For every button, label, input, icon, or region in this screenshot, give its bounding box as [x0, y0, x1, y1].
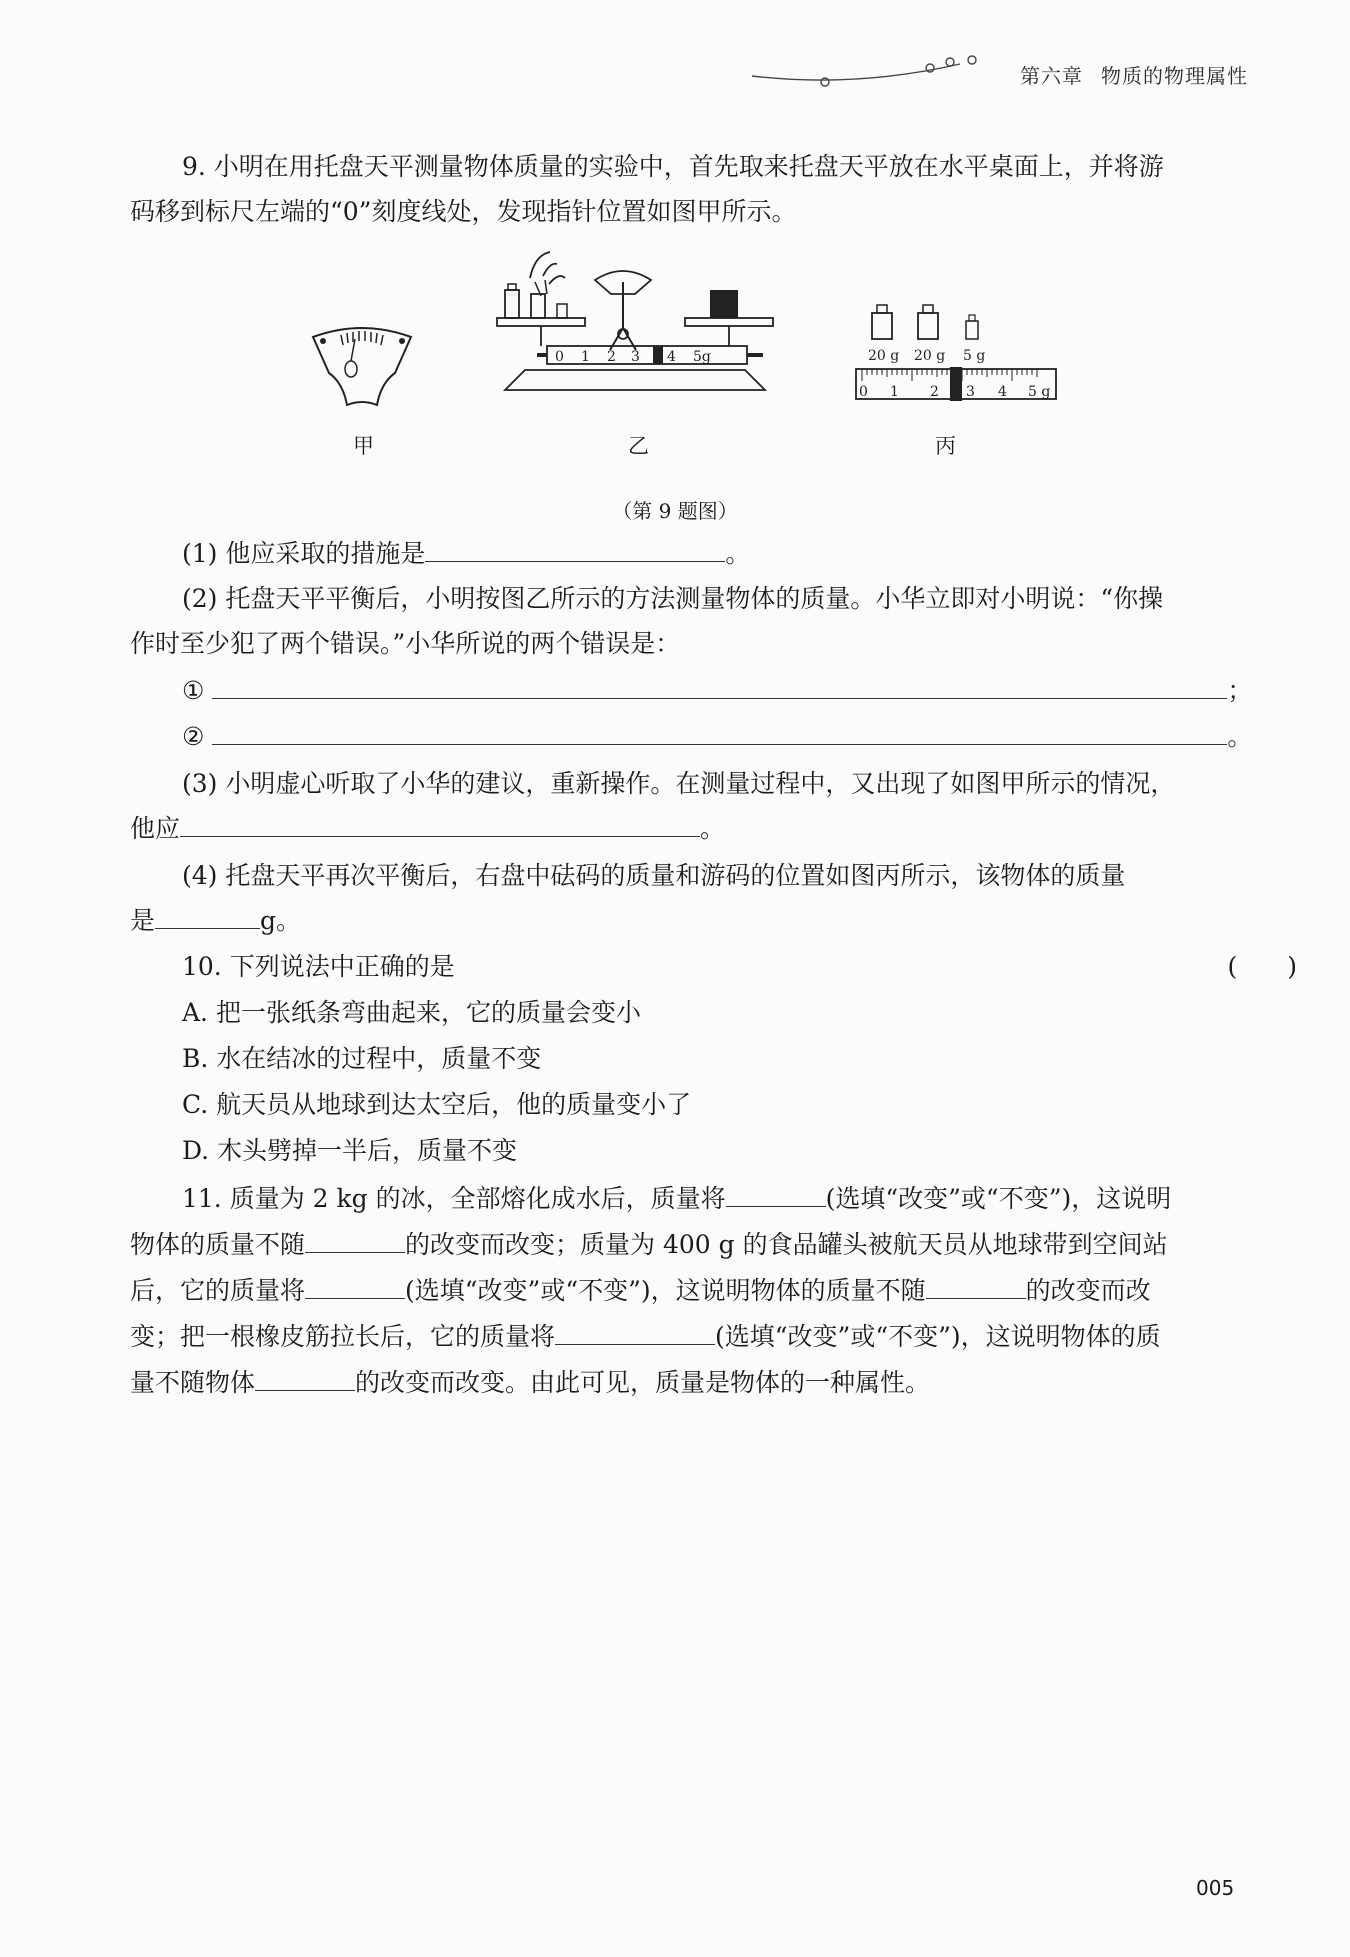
- q9-part3-end: 。: [700, 814, 726, 843]
- q9-part1-blank[interactable]: [425, 535, 725, 562]
- q9-error1-marker: ①: [182, 676, 205, 705]
- q9-part3-blank[interactable]: [180, 810, 700, 837]
- q9-part2-line2: 作时至少犯了两个错误。”小华所说的两个错误是：: [130, 629, 681, 658]
- running-header: [1020, 60, 1248, 89]
- q10-stem: [130, 948, 1297, 986]
- q11-line2: [130, 1226, 1245, 1264]
- chapter-title: 物质的物理属性: [1101, 64, 1248, 88]
- q9-part2-line1: (2) 托盘天平平衡后，小明按图乙所示的方法测量物体的质量。小华立即对小明说：“你操: [182, 584, 1164, 613]
- balance-tick-3: 3: [631, 349, 640, 365]
- q11-line4-text-a: 变；把一根橡皮筋拉长后，它的质量将: [130, 1322, 556, 1351]
- balance-figure: [495, 250, 785, 415]
- rider-tick-4: 4: [998, 384, 1007, 400]
- q11-blank-4[interactable]: [926, 1272, 1026, 1299]
- q9-error2-marker: ②: [182, 722, 205, 751]
- q9-error2-blank[interactable]: [212, 718, 1227, 745]
- q11-blank-6[interactable]: [255, 1364, 355, 1391]
- q9-error1-blank[interactable]: [212, 672, 1227, 699]
- q11-line1-text-b: (选填“改变”或“不变”)，这说明: [825, 1184, 1172, 1213]
- page-number: 005: [1196, 1876, 1235, 1900]
- q9-part3-line2: [130, 810, 1245, 848]
- q9-part1-text: (1) 他应采取的措施是: [182, 539, 426, 568]
- q9-part4-end: g。: [260, 906, 302, 935]
- q9-part4-line1: (4) 托盘天平再次平衡后，右盘中砝码的质量和游码的位置如图丙所示，该物体的质量: [182, 861, 1126, 890]
- chapter-label: 第六章: [1020, 64, 1083, 88]
- q11-line5: [130, 1364, 1245, 1402]
- q10-option-c: C. 航天员从地球到达太空后，他的质量变小了: [182, 1090, 692, 1119]
- rider-tick-1: 1: [890, 384, 899, 400]
- figure-label-bing: 丙: [935, 434, 956, 458]
- q9-figures: [0, 240, 1350, 500]
- rider-tick-3: 3: [966, 384, 975, 400]
- q11-blank-5[interactable]: [555, 1318, 715, 1345]
- q11-line2-text-a: 物体的质量不随: [130, 1230, 306, 1259]
- q11-line3-text-b: (选填“改变”或“不变”)，这说明物体的质量不随: [405, 1276, 926, 1305]
- q9-part4-blank[interactable]: [155, 902, 260, 929]
- weights-and-rider-figure: [850, 295, 1065, 410]
- weight-label-1: 20 g: [868, 348, 900, 364]
- q9-part4-text: 是: [130, 906, 156, 935]
- figure-label-jia: 甲: [353, 434, 374, 458]
- pointer-dial-figure: [305, 315, 420, 415]
- q11-line3: [130, 1272, 1245, 1310]
- header-decoration: [740, 50, 1010, 90]
- rider-tick-5g: 5 g: [1028, 384, 1051, 400]
- q10-stem-text: 10. 下列说法中正确的是: [182, 952, 455, 981]
- q11-line1-text-a: 11. 质量为 2 kg 的冰，全部熔化成水后，质量将: [182, 1184, 726, 1213]
- q9-part4-line2: [130, 902, 1245, 940]
- q11-line4-text-b: (选填“改变”或“不变”)，这说明物体的质: [715, 1322, 1161, 1351]
- q11-line5-text-b: 的改变而改变。由此可见，质量是物体的一种属性。: [355, 1368, 931, 1397]
- q9-error1-end: ；: [1227, 676, 1253, 705]
- q11-line4: [130, 1318, 1245, 1356]
- q9-error2: [130, 718, 1297, 756]
- q11-line2-text-b: 的改变而改变；质量为 400 g 的食品罐头被航天员从地球带到空间站: [405, 1230, 1168, 1259]
- q10-option-d: D. 木头劈掉一半后，质量不变: [182, 1136, 518, 1165]
- q9-stem-line2: 码移到标尺左端的“0”刻度线处，发现指针位置如图甲所示。: [130, 197, 797, 226]
- q9-error2-end: 。: [1227, 722, 1253, 751]
- rider-tick-0: 0: [859, 384, 868, 400]
- balance-tick-5g: 5g: [693, 349, 711, 365]
- q11-blank-2[interactable]: [305, 1226, 405, 1253]
- q9-figure-caption: （第 9 题图）: [612, 499, 738, 523]
- q9-part1-end: 。: [725, 539, 751, 568]
- q10-option-b: B. 水在结冰的过程中，质量不变: [182, 1044, 542, 1073]
- figure-label-yi: 乙: [628, 434, 649, 458]
- q9-error1: [130, 672, 1297, 710]
- weight-label-2: 20 g: [914, 348, 946, 364]
- q10-option-a: A. 把一张纸条弯曲起来，它的质量会变小: [182, 998, 641, 1027]
- balance-tick-2: 2: [607, 349, 616, 365]
- q9-stem-line1: 9. 小明在用托盘天平测量物体质量的实验中，首先取来托盘天平放在水平桌面上，并将游: [182, 152, 1164, 181]
- q11-blank-1[interactable]: [726, 1180, 826, 1207]
- q11-line3-text-c: 的改变而改: [1025, 1276, 1151, 1305]
- q9-part3-line1: (3) 小明虚心听取了小华的建议，重新操作。在测量过程中，又出现了如图甲所示的情况，: [182, 769, 1176, 798]
- q10-answer-bracket[interactable]: ( ): [1227, 952, 1297, 981]
- rider-tick-2: 2: [930, 384, 939, 400]
- balance-tick-0: 0: [555, 349, 564, 365]
- weight-label-3: 5 g: [963, 348, 986, 364]
- balance-tick-1: 1: [581, 349, 590, 365]
- q11-line5-text-a: 量不随物体: [130, 1368, 256, 1397]
- q9-part1: [130, 535, 1297, 573]
- q9-part3-text: 他应: [130, 814, 181, 843]
- q11-blank-3[interactable]: [305, 1272, 405, 1299]
- balance-tick-4: 4: [667, 349, 676, 365]
- q11-line3-text-a: 后，它的质量将: [130, 1276, 306, 1305]
- q11-line1: [130, 1180, 1297, 1218]
